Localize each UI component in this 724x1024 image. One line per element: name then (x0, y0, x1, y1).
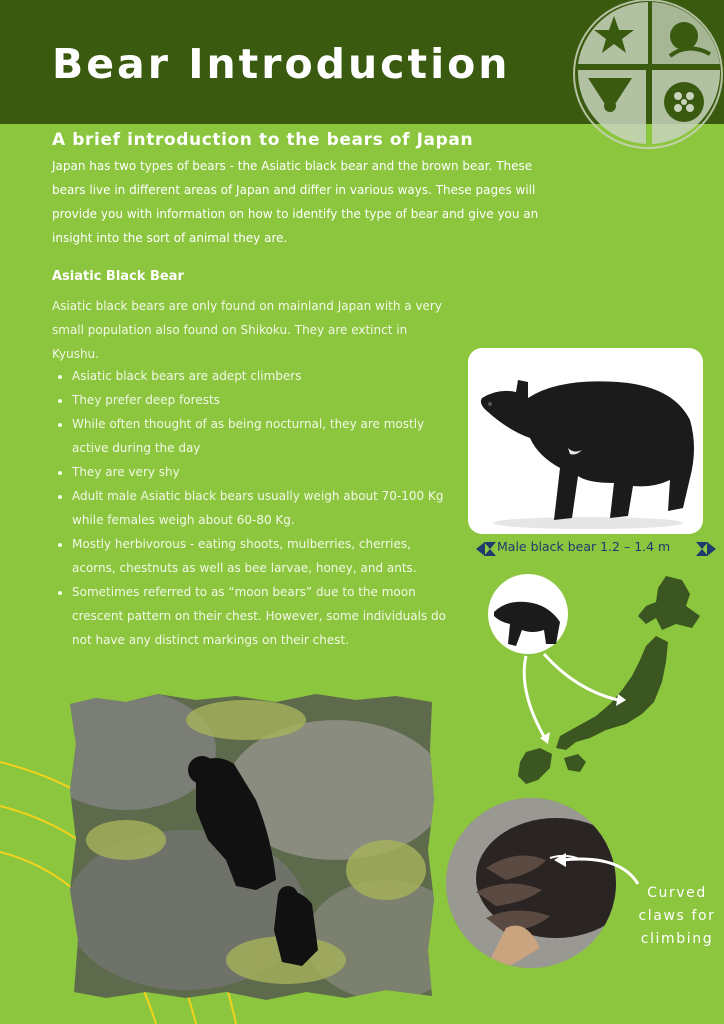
bear-illustration (468, 348, 703, 534)
asiatic-facts-list (52, 364, 457, 652)
claws-caption-line: Curved (647, 885, 707, 901)
claws-caption-line: climbing (640, 931, 714, 947)
emblem-logo (568, 0, 724, 154)
fact-item: • Mostly herbivorous - eating shoots, mulberries, cherries, acorns, chestnuts as well as bee larvae, honey, and ants. (72, 532, 457, 580)
asiatic-heading: Asiatic Black Bear (52, 269, 184, 284)
fact-item: • Adult male Asiatic black bears usually weigh about 70-100 Kg while females weigh about 60-80 Kg. (72, 484, 457, 532)
fact-item: • They are very shy (72, 460, 457, 484)
asiatic-paragraph: Asiatic black bears are only found on mainland Japan with a very small population also found on Shikoku. They are extinct in Kyushu. (52, 299, 442, 361)
black-bear-photo (468, 348, 703, 534)
intro-paragraph: Japan has two types of bears - the Asiatic black bear and the brown bear. These bears live in different areas of Japan and differ in various ways. These pages will provide you with information on how to identify the type of bear and give you an insight into the sort of animal they are. (52, 159, 539, 245)
claws-arrow (550, 848, 642, 888)
header-banner (0, 0, 724, 124)
fact-item: • Sometimes referred to as “moon bears” due to the moon crescent pattern on their chest. However, some individuals do not have any distinct markings on their chest. (72, 580, 457, 652)
japan-distribution-map (486, 572, 706, 792)
fact-item: • Asiatic black bears are adept climbers (72, 364, 457, 388)
page-title: Bear Introduction (52, 40, 511, 88)
bears-on-rocks-photo (66, 690, 438, 1002)
claws-caption-line: claws for (638, 908, 716, 924)
fact-item: • They prefer deep forests (72, 388, 457, 412)
bear-photo-caption: Male black bear 1.2 – 1.4 m (497, 539, 671, 554)
intro-heading: A brief introduction to the bears of Japan (52, 130, 474, 150)
claws-caption (632, 882, 722, 951)
fact-item: • While often thought of as being nocturnal, they are mostly active during the day (72, 412, 457, 460)
